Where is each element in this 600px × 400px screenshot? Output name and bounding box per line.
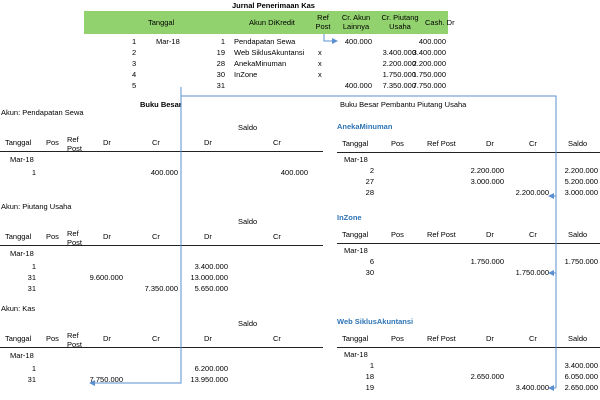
journal-header-akun: Akun DiKredit — [249, 18, 295, 27]
arrow-line-pembantu — [181, 96, 556, 388]
sub-row-saldo: 2.200.000 — [564, 166, 598, 175]
gl-header-cr: Cr — [152, 232, 160, 241]
table-rule — [337, 152, 600, 153]
gl-header-saldo-dr: Dr — [204, 232, 212, 241]
gl-row-saldo-dr: 13.950.000 — [190, 375, 228, 384]
journal-row-akun: InZone — [234, 70, 258, 79]
sub-header-saldo: Saldo — [568, 334, 588, 343]
sub-row-date: 6 — [369, 257, 374, 266]
gl-header-dr: Dr — [103, 232, 111, 241]
gl-header-saldo: Saldo — [238, 319, 258, 328]
sub-row-saldo: 2.650.000 — [564, 383, 598, 392]
journal-row-post-mark: x — [318, 48, 322, 57]
gl-row-saldo-dr: 5.650.000 — [194, 284, 228, 293]
journal-header-cr-piutang-usaha: Cr. Piutang Usaha — [381, 13, 419, 31]
gl-month: Mar-18 — [10, 249, 34, 258]
gl-header-cr: Cr — [152, 138, 160, 147]
journal-row-cr-piutang: 1.750.000 — [382, 70, 416, 79]
gl-row-saldo-dr: 13.000.000 — [190, 273, 228, 282]
gl-row-saldo-dr: 6.200.000 — [194, 364, 228, 373]
sub-row-dr: 3.000.000 — [470, 177, 504, 186]
sub-account-name: Web SiklusAkuntansi — [337, 317, 414, 326]
sub-row-saldo: 3.400.000 — [564, 361, 598, 370]
journal-row-cash: 400.000 — [418, 37, 446, 46]
gl-header-ref-post: Ref Post — [67, 331, 83, 349]
journal-header-cr-akun-lainnya: Cr. Akun Lainnya — [341, 13, 371, 31]
gl-header-dr: Dr — [103, 334, 111, 343]
gl-header-pos: Pos — [46, 232, 59, 241]
journal-title: Jurnal Penerimaan Kas — [232, 1, 315, 10]
sub-row-date: 28 — [365, 188, 374, 197]
sub-account-name: AnekaMinuman — [337, 122, 393, 131]
sub-account-name: InZone — [337, 213, 362, 222]
sub-header-saldo: Saldo — [568, 139, 588, 148]
gl-month: Mar-18 — [10, 155, 34, 164]
journal-row-cash: 3.400.000 — [412, 48, 446, 57]
buku-besar-title: Buku Besar — [140, 100, 182, 109]
sub-row-saldo: 1.750.000 — [564, 257, 598, 266]
sub-header-pos: Pos — [391, 334, 404, 343]
gl-header-tanggal: Tanggal — [5, 232, 32, 241]
journal-row-ref: 1 — [220, 37, 225, 46]
journal-row-number: 5 — [132, 81, 137, 90]
sub-header-dr: Dr — [486, 230, 494, 239]
sub-header-ref-post: Ref Post — [427, 230, 456, 239]
gl-header-dr: Dr — [103, 138, 111, 147]
sub-row-date: 1 — [369, 361, 374, 370]
gl-row-date: 1 — [31, 364, 36, 373]
sub-header-tanggal: Tanggal — [342, 334, 369, 343]
gl-header-saldo: Saldo — [238, 123, 258, 132]
gl-header-pos: Pos — [46, 138, 59, 147]
pembantu-title: Buku Besar Pembantu Piutang Usaha — [340, 100, 467, 109]
gl-header-saldo-cr: Cr — [273, 334, 281, 343]
sub-header-dr: Dr — [486, 139, 494, 148]
gl-header-pos: Pos — [46, 334, 59, 343]
journal-row-cr-piutang: 3.400.000 — [382, 48, 416, 57]
gl-header-ref-post: Ref Post — [67, 135, 83, 153]
journal-row-post-mark: x — [318, 59, 322, 68]
gl-header-saldo-dr: Dr — [204, 138, 212, 147]
sub-row-dr: 1.750.000 — [470, 257, 504, 266]
sub-header-pos: Pos — [391, 230, 404, 239]
journal-header-cash-dr: Cash. Dr — [425, 18, 455, 27]
journal-row-ref: 31 — [216, 81, 225, 90]
journal-row-cash: 7.750.000 — [412, 81, 446, 90]
sub-header-ref-post: Ref Post — [427, 139, 456, 148]
sub-row-date: 19 — [365, 383, 374, 392]
sub-header-saldo: Saldo — [568, 230, 588, 239]
journal-row-cr-piutang: 7.350.000 — [382, 81, 416, 90]
gl-account-name: Akun: Kas — [1, 304, 36, 313]
gl-row-date: 1 — [31, 168, 36, 177]
gl-row-saldo-dr: 3.400.000 — [194, 262, 228, 271]
sub-row-dr: 2.650.000 — [470, 372, 504, 381]
table-rule — [0, 347, 323, 348]
table-rule — [337, 347, 600, 348]
sub-month: Mar-18 — [344, 155, 368, 164]
sub-row-cr: 2.200.000 — [515, 188, 549, 197]
sub-header-dr: Dr — [486, 334, 494, 343]
journal-header-ref-post: Ref Post — [315, 13, 331, 31]
table-rule — [337, 243, 600, 244]
gl-row-dr: 9.600.000 — [89, 273, 123, 282]
gl-header-saldo: Saldo — [238, 217, 258, 226]
journal-row-ref: 19 — [216, 48, 225, 57]
sub-row-saldo: 3.000.000 — [564, 188, 598, 197]
gl-row-date: 31 — [27, 273, 36, 282]
journal-row-akun: Web SiklusAkuntansi — [234, 48, 305, 57]
sub-row-saldo: 6.050.000 — [564, 372, 598, 381]
journal-row-number: 4 — [132, 70, 137, 79]
journal-row-cash: 2.200.000 — [412, 59, 446, 68]
journal-row-date: Mar-18 — [156, 37, 180, 46]
gl-row-cr: 400.000 — [150, 168, 178, 177]
sub-row-cr: 3.400.000 — [515, 383, 549, 392]
gl-header-cr: Cr — [152, 334, 160, 343]
gl-header-tanggal: Tanggal — [5, 138, 32, 147]
sub-header-cr: Cr — [529, 230, 537, 239]
sub-header-tanggal: Tanggal — [342, 230, 369, 239]
gl-header-tanggal: Tanggal — [5, 334, 32, 343]
gl-row-dr: 7.750.000 — [89, 375, 123, 384]
journal-header-tanggal: Tanggal — [148, 18, 175, 27]
gl-row-saldo-cr: 400.000 — [280, 168, 308, 177]
sub-row-cr: 1.750.000 — [515, 268, 549, 277]
gl-row-cr: 7.350.000 — [144, 284, 178, 293]
sub-header-tanggal: Tanggal — [342, 139, 369, 148]
sub-header-pos: Pos — [391, 139, 404, 148]
gl-row-date: 31 — [27, 375, 36, 384]
sub-header-cr: Cr — [529, 139, 537, 148]
gl-header-saldo-cr: Cr — [273, 138, 281, 147]
gl-month: Mar-18 — [10, 351, 34, 360]
sub-header-cr: Cr — [529, 334, 537, 343]
journal-row-cr-piutang: 2.200.000 — [382, 59, 416, 68]
table-rule — [0, 245, 323, 246]
journal-row-ref: 28 — [216, 59, 225, 68]
sub-row-saldo: 5.200.000 — [564, 177, 598, 186]
journal-row-cr-lain: 400.000 — [344, 37, 372, 46]
sub-row-date: 18 — [365, 372, 374, 381]
sub-row-date: 2 — [369, 166, 374, 175]
sub-row-dr: 2.200.000 — [470, 166, 504, 175]
journal-row-ref: 30 — [216, 70, 225, 79]
journal-row-akun: AnekaMinuman — [234, 59, 287, 68]
journal-row-post-mark: x — [318, 70, 322, 79]
sub-month: Mar-18 — [344, 246, 368, 255]
gl-header-saldo-cr: Cr — [273, 232, 281, 241]
gl-header-ref-post: Ref Post — [67, 229, 83, 247]
gl-row-date: 1 — [31, 262, 36, 271]
journal-row-number: 2 — [132, 48, 137, 57]
journal-row-akun: Pendapatan Sewa — [234, 37, 296, 46]
journal-row-number: 3 — [132, 59, 137, 68]
journal-row-number: 1 — [132, 37, 137, 46]
sub-month: Mar-18 — [344, 350, 368, 359]
table-rule — [0, 151, 323, 152]
gl-account-name: Akun: Piutang Usaha — [1, 202, 72, 211]
gl-header-saldo-dr: Dr — [204, 334, 212, 343]
journal-row-cash: 1.750.000 — [412, 70, 446, 79]
journal-row-cr-lain: 400.000 — [344, 81, 372, 90]
gl-account-name: Akun: Pendapatan Sewa — [1, 108, 84, 117]
sub-row-date: 27 — [365, 177, 374, 186]
sub-header-ref-post: Ref Post — [427, 334, 456, 343]
sub-row-date: 30 — [365, 268, 374, 277]
gl-row-date: 31 — [27, 284, 36, 293]
